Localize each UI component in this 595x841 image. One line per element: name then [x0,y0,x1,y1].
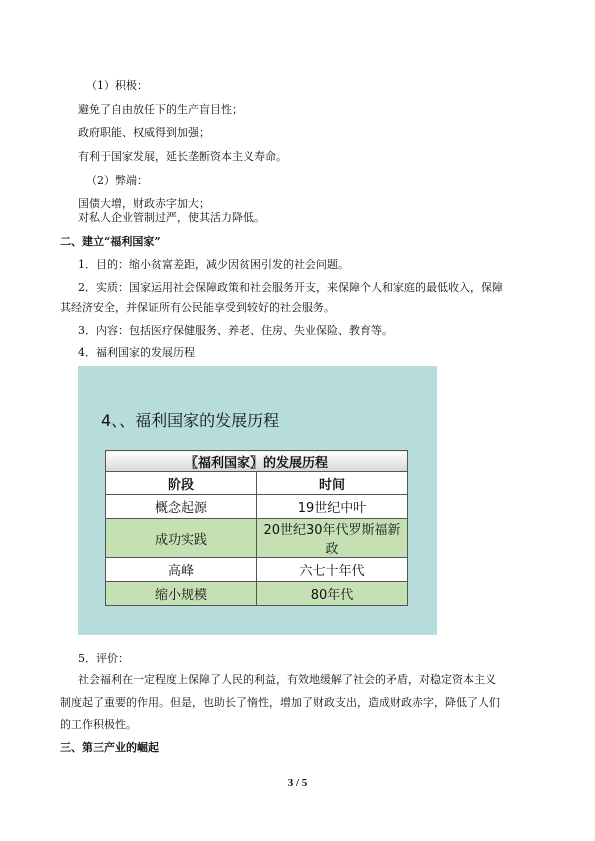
table-row [106,519,408,558]
text-line: 制度起了重要的作用。但是，也助长了惰性，增加了财政支出，造成财政赤字，降低了人们 [60,696,500,709]
section-heading: 三、第三产业的崛起 [60,741,159,754]
text-line: 的工作积极性。 [60,718,137,731]
table-cell: 19世纪中叶 [257,495,408,519]
text-line: 有利于国家发展，延长垄断资本主义寿命。 [78,150,287,163]
slide-title: 4、、福利国家的发展历程 [101,411,280,430]
text-line: 4．福利国家的发展历程 [78,346,195,359]
table-cell: 20世纪30年代罗斯福新政 [257,519,408,558]
table-cell: 缩小规模 [106,582,257,606]
table-cell: 成功实践 [106,519,257,558]
text-line: 政府职能、权威得到加强； [78,126,210,139]
table-caption: 〖福利国家〗的发展历程 [106,451,408,472]
table-row [106,495,408,519]
text-line: （2）弊端： [86,174,148,187]
development-table [105,450,408,606]
table-cell: 高峰 [106,558,257,582]
table-row [106,582,408,606]
slide-image [78,366,437,635]
table-cell: 六七十年代 [257,558,408,582]
column-header: 阶段 [106,472,257,495]
table-cell: 概念起源 [106,495,257,519]
text-line: 其经济安全，并保证所有公民能享受到较好的社会服务。 [60,301,335,314]
column-header: 时间 [257,472,408,495]
page-number: 3 / 5 [287,777,308,789]
table-cell: 80年代 [257,582,408,606]
text-line: 5．评价： [78,652,129,665]
text-line: 1．目的：缩小贫富差距，减少因贫困引发的社会问题。 [78,258,349,271]
text-line: 2．实质：国家运用社会保障政策和社会服务开支，来保障个人和家庭的最低收入，保障 [78,281,503,294]
table-row [106,558,408,582]
text-line: 对私人企业管制过严，使其活力降低。 [78,211,265,224]
text-line: 社会福利在一定程度上保障了人民的利益，有效地缓解了社会的矛盾，对稳定资本主义 [78,673,496,686]
text-line: 国债大增，财政赤字加大； [78,197,210,210]
text-line: （1）积极： [86,79,148,92]
text-line: 3．内容：包括医疗保健服务、养老、住房、失业保险、教育等。 [78,324,393,337]
text-line: 避免了自由放任下的生产盲目性； [78,103,243,116]
section-heading: 二、建立“福利国家” [60,235,161,248]
